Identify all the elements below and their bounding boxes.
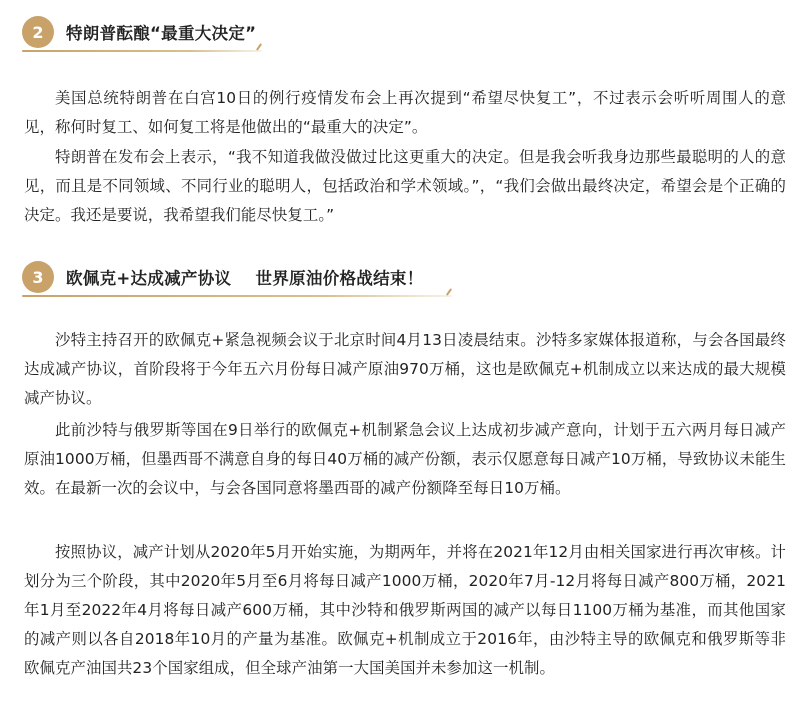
section-paragraph: 此前沙特与俄罗斯等国在9日举行的欧佩克+机制紧急会议上达成初步减产意向，计划于五六两月每日减产原油1000万桶，但墨西哥不满意自身的每日40万桶的减产份额，表示仅愿意每日减产10万桶，导致协议未能生效。在最新一次的会议中，与会各国同意将墨西哥的减产份额降至每日10万桶。 (24, 421, 786, 497)
section-number-badge: 2 (22, 16, 54, 48)
section-title: 特朗普酝酿“最重大决定” (66, 24, 257, 43)
section-paragraph: 沙特主持召开的欧佩克+紧急视频会议于北京时间4月13日凌晨结束。沙特多家媒体报道称，与会各国最终达成减产协议，首阶段将于今年五六月份每日减产原油970万桶，这也是欧佩克+机制成立以来达成的最大规模减产协议。 (24, 331, 786, 407)
section-header-3 (22, 259, 424, 295)
section-header-2 (22, 14, 256, 50)
section-title: 欧佩克+达成减产协议 世界原油价格战结束！ (66, 269, 424, 288)
section-paragraph: 美国总统特朗普在白宫10日的例行疫情发布会上再次提到“希望尽快复工”，不过表示会听听周围人的意见，称何时复工、如何复工将是他做出的“最重大的决定”。 (24, 89, 786, 136)
section-paragraph: 按照协议，减产计划从2020年5月开始实施，为期两年，并将在2021年12月由相关国家进行再次审核。计划分为三个阶段，其中2020年5月至6月将每日减产1000万桶，2020年7月-12月将每日减产800万桶，2021年1月至2022年4月将每日减产600万桶，其中沙特和俄罗斯两国的减产以每日1100万桶为基准，而其他国家的减产则以各自2018年10月的产量为基准。欧佩克+机制成立于2016年，由沙特主导的欧佩克和俄罗斯等非欧佩克产油国共23个国家组成，但全球产油第一大国美国并未参加这一机制。 (24, 543, 786, 677)
section-number-badge: 3 (22, 261, 54, 293)
section-paragraph: 特朗普在发布会上表示，“我不知道我做没做过比这更重大的决定。但是我会听我身边那些最聪明的人的意见，而且是不同领域、不同行业的聪明人，包括政治和学术领域。”，“我们会做出最终决定，希望会是个正确的决定。我还是要说，我希望我们能尽快复工。” (24, 148, 786, 224)
section-header-underline (22, 50, 262, 52)
section-header-underline (22, 295, 452, 297)
